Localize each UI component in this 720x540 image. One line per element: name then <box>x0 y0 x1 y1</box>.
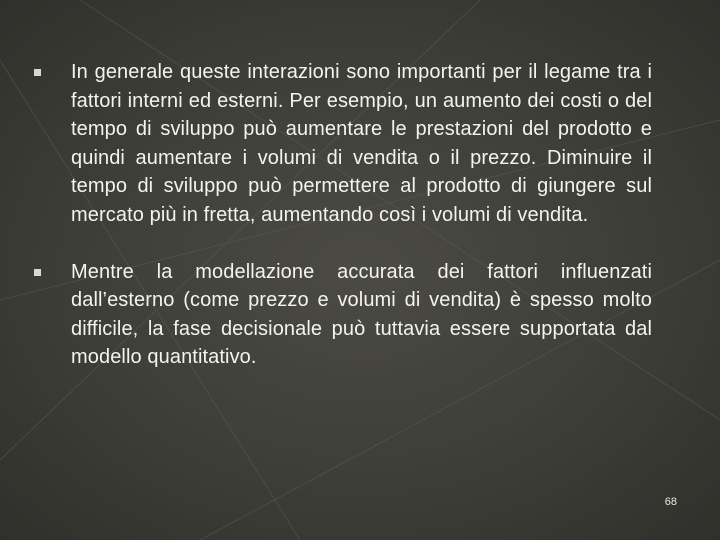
bullet-item <box>34 258 652 372</box>
square-bullet-icon <box>34 269 41 276</box>
slide-body <box>34 58 652 372</box>
bullet-text: Mentre la modellazione accurata dei fattori influenzati dall’esterno (come prezzo e volumi di vendita) è spesso molto difficile, la fase decisionale può tuttavia essere supportata dal modello quantitativo. <box>71 260 652 369</box>
square-bullet-icon <box>34 69 41 76</box>
bullet-text: In generale queste interazioni sono importanti per il legame tra i fattori interni ed esterni. Per esempio, un aumento dei costi o del tempo di sviluppo può aumentare le prestazioni del prodotto e quindi aumentare i volumi di vendita o il prezzo. Diminuire il tempo di sviluppo può permettere al prodotto di giungere sul mercato più in fretta, aumentando così i volumi di vendita. <box>71 61 652 226</box>
page-number: 68 <box>664 496 677 508</box>
bullet-item <box>34 58 652 230</box>
